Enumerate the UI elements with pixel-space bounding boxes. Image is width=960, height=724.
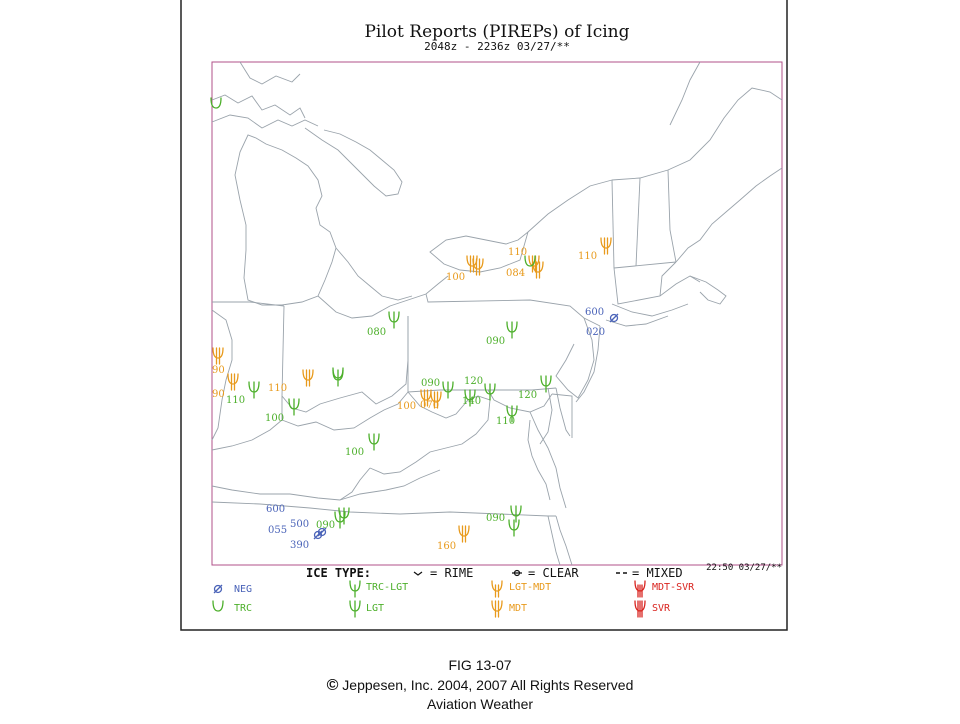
legend-ice-type-label: ICE TYPE: [306,566,372,580]
alt-label: 100 [397,401,417,412]
mdt-icing-icon [213,348,223,364]
legend-clear: = CLEAR [528,566,579,580]
alt-label: 110 [578,251,598,262]
legend-trc-lgt-label: TRC-LGT [366,582,409,593]
alt-label: 055 [268,525,288,536]
map-title: Pilot Reports (PIREPs) of Icing [364,22,630,42]
copyright-line [0,677,960,695]
mdt-legend-icon [492,601,502,617]
lgt-legend-icon [350,601,360,617]
lgt-mdt-legend-icon [492,581,502,597]
lgt-icing-icon [249,382,259,398]
lgt-icing-icon [389,312,399,328]
mdt-icing-icon [303,370,313,386]
lgt-icing-icon [289,399,299,415]
legend [213,566,695,617]
alt-label: 120 [518,390,538,401]
mdt-icing-icon [473,259,483,275]
alt-label: 080 [367,327,387,338]
alt-label: 020 [586,327,606,338]
legend-mdt-svr-label: MDT-SVR [652,582,695,593]
alt-label: 100 [265,413,285,424]
alt-label: 110 [268,383,288,394]
mdt-icing-icon [601,238,611,254]
legend-rime: = RIME [430,566,474,580]
mdt-icing-icon [467,256,477,272]
alt-label: 100 [345,447,365,458]
copyright-symbol: © [326,677,339,694]
legend-lgt-label: LGT [366,603,385,614]
alt-label: 600 [585,307,605,318]
book-title: Aviation Weather [426,696,534,712]
neg-legend-icon [214,585,222,593]
alt-label: 160 [437,541,457,552]
alt-label: 090 [486,336,506,347]
alt-label: 140 [462,396,482,407]
state-boundaries [212,62,782,565]
mdt-icing-icon [459,526,469,542]
alt-label: 090 [421,378,441,389]
alt-label: 90 [212,389,225,400]
alt-label: 110 [496,416,516,427]
alt-label: 90 [212,365,225,376]
alt-label: 090 [316,520,336,531]
lgt-icing-icon [509,520,519,536]
neg-icing-icon [610,314,618,322]
map-timestamp: 22:50 03/27/** [706,563,782,573]
altitude-labels [212,247,605,552]
lgt-icing-icon [507,322,517,338]
legend-mixed: = MIXED [632,566,683,580]
alt-label: 110 [508,247,528,258]
map-subtitle: 2048z - 2236z 03/27/** [424,40,570,53]
trc-lgt-legend-icon [350,581,360,597]
svr-legend-icon [635,601,645,617]
pirep-symbols [211,98,618,542]
legend-svr-label: SVR [652,603,671,614]
legend-mdt-label: MDT [509,603,528,614]
figure-number: FIG 13-07 [448,657,512,673]
lgt-icing-icon [443,382,453,398]
lgt-icing-icon [369,434,379,450]
alt-label: 084 [506,268,526,279]
mdt-icing-icon [228,374,238,390]
lgt-icing-icon [485,384,495,400]
alt-label: 090 [486,513,506,524]
legend-icons [213,581,645,617]
legend-neg-label: NEG [234,584,253,595]
rime-symbol-icon [414,572,422,575]
alt-label: 500 [290,519,310,530]
legend-lgt-mdt-label: LGT-MDT [509,582,552,593]
legend-trc-label: TRC [234,603,253,614]
alt-label: 100 [446,272,466,283]
alt-label: 120 [464,376,484,387]
alt-label: 600 [266,504,286,515]
trc-legend-icon [213,601,223,611]
alt-label: 390 [290,540,310,551]
mdt-svr-legend-icon [635,581,645,597]
alt-label: 070 [420,400,440,411]
alt-label: 110 [226,395,246,406]
map-border [212,62,782,565]
copyright-text: Jeppesen, Inc. 2004, 2007 All Rights Reserved [342,677,634,693]
lgt-icing-icon [541,376,551,392]
clear-symbol-icon [512,571,522,576]
